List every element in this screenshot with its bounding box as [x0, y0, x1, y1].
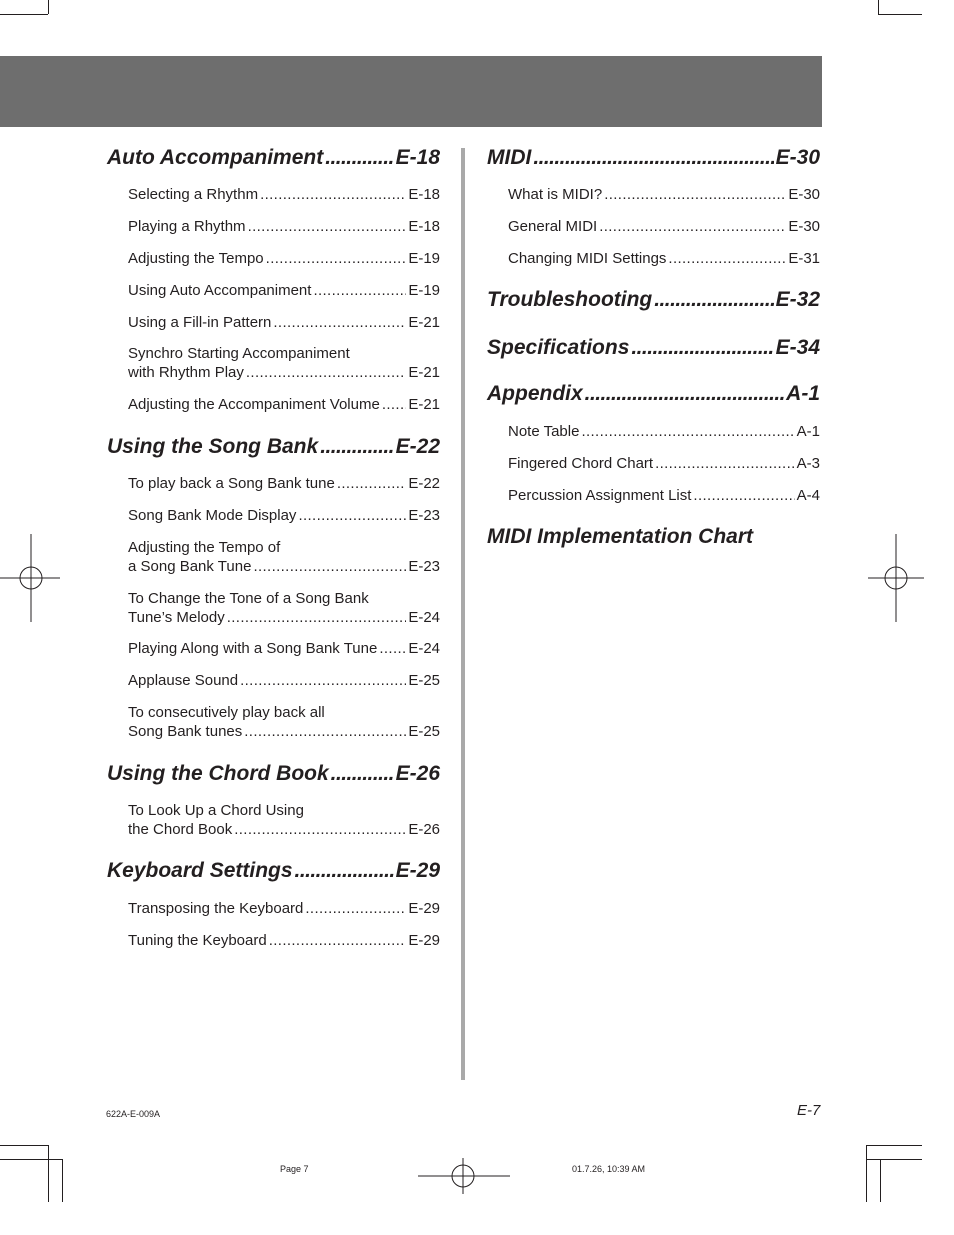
section-title: Specifications [487, 336, 630, 359]
toc-entry[interactable] [508, 422, 820, 441]
entry-page-number: E-24 [408, 640, 440, 657]
toc-section-heading[interactable] [107, 858, 440, 884]
entry-page-number: E-22 [408, 475, 440, 492]
entry-title: Using a Fill-in Pattern [128, 314, 272, 331]
toc-entry[interactable] [128, 313, 440, 332]
toc-section-heading[interactable] [487, 524, 753, 550]
dot-leader [273, 313, 406, 332]
entry-title-last-line [128, 557, 440, 576]
entry-title: Transposing the Keyboard [128, 900, 304, 917]
dot-leader [533, 145, 773, 171]
entry-page-number: E-29 [408, 900, 440, 917]
entry-title: Adjusting the Accompaniment Volume [128, 396, 380, 413]
toc-section-heading[interactable] [107, 761, 440, 787]
entry-title: Fingered Chord Chart [508, 455, 654, 472]
entry-title: Adjusting the Tempo [128, 250, 264, 267]
crop-mark [0, 1145, 48, 1146]
print-timestamp: 01.7.26, 10:39 AM [572, 1164, 646, 1174]
dot-leader [655, 454, 795, 473]
dot-leader [240, 671, 406, 690]
entry-page-number: E-31 [788, 250, 820, 267]
crop-mark [880, 1159, 881, 1202]
entry-title: Using Auto Accompaniment [128, 282, 312, 299]
section-page-number: A-1 [786, 382, 820, 405]
crop-mark [866, 1145, 922, 1146]
section-title: Troubleshooting [487, 288, 653, 311]
entry-title-block [128, 801, 440, 839]
registration-mark-icon [868, 534, 928, 622]
doc-code: 622A-E-009A [106, 1109, 161, 1119]
entry-page-number: E-18 [408, 186, 440, 203]
entry-page-number: E-21 [408, 364, 440, 381]
entry-title-line: with Rhythm Play [128, 364, 244, 381]
entry-title: Percussion Assignment List [508, 487, 692, 504]
toc-entry[interactable] [508, 185, 820, 204]
entry-title: Selecting a Rhythm [128, 186, 259, 203]
dot-leader [313, 281, 406, 300]
toc-section-heading[interactable] [107, 434, 440, 460]
entry-title: Note Table [508, 423, 580, 440]
crop-mark [48, 0, 49, 14]
entry-page-number: E-19 [408, 282, 440, 299]
toc-entry[interactable] [128, 931, 440, 950]
entry-page-number: E-21 [408, 314, 440, 331]
entry-page-number: E-24 [408, 609, 440, 626]
entry-title-last-line [128, 363, 440, 382]
dot-leader [305, 899, 406, 918]
entry-title: Playing a Rhythm [128, 218, 246, 235]
section-title: Using the Song Bank [107, 435, 319, 458]
dot-leader [325, 145, 393, 171]
entry-title-block [128, 703, 440, 741]
dot-leader [266, 249, 407, 268]
dot-leader [599, 217, 786, 236]
dot-leader [320, 434, 393, 460]
section-page-number: E-34 [775, 336, 820, 359]
entry-page-number: E-23 [408, 507, 440, 524]
entry-page-number: E-18 [408, 218, 440, 235]
entry-page-number: E-21 [408, 396, 440, 413]
toc-entry[interactable] [128, 589, 440, 627]
toc-entry[interactable] [128, 281, 440, 300]
crop-mark [866, 1145, 867, 1202]
entry-title-line: a Song Bank Tune [128, 558, 252, 575]
crop-mark [48, 1145, 49, 1202]
entry-title: Tuning the Keyboard [128, 932, 267, 949]
entry-page-number: E-23 [408, 558, 440, 575]
toc-entry[interactable] [128, 249, 440, 268]
entry-title-last-line [128, 608, 440, 627]
entry-title-block [128, 538, 440, 576]
entry-title-block [128, 589, 440, 627]
toc-entry[interactable] [508, 454, 820, 473]
entry-page-number: A-3 [796, 455, 820, 472]
toc-entry[interactable] [128, 801, 440, 839]
section-page-number: E-32 [775, 288, 820, 311]
section-page-number: E-26 [395, 762, 440, 785]
section-title: Auto Accompaniment [107, 146, 324, 169]
entry-page-number: A-4 [796, 487, 820, 504]
crop-mark [878, 14, 922, 15]
dot-leader [585, 381, 784, 407]
entry-page-number: E-30 [788, 218, 820, 235]
dot-leader [246, 363, 406, 382]
toc-section-heading[interactable] [487, 287, 820, 313]
crop-mark [62, 1159, 63, 1202]
toc-entry[interactable] [128, 474, 440, 493]
dot-leader [295, 858, 394, 884]
entry-title: What is MIDI? [508, 186, 603, 203]
entry-page-number: E-30 [788, 186, 820, 203]
crop-mark [866, 1159, 922, 1160]
section-title: MIDI Implementation Chart [487, 525, 754, 548]
dot-leader [382, 395, 406, 414]
entry-title-last-line [128, 722, 440, 741]
print-page-label: Page 7 [280, 1164, 309, 1174]
toc-entry[interactable] [128, 538, 440, 576]
entry-title: Applause Sound [128, 672, 239, 689]
entry-title-line: Adjusting the Tempo of [128, 539, 281, 556]
dot-leader [631, 335, 773, 361]
toc-entry[interactable] [128, 639, 440, 658]
entry-page-number: E-25 [408, 723, 440, 740]
toc-entry[interactable] [128, 671, 440, 690]
header-band [0, 56, 822, 127]
dot-leader [269, 931, 407, 950]
entry-title: Playing Along with a Song Bank Tune [128, 640, 378, 657]
page-number: E-7 [797, 1102, 821, 1119]
dot-leader [298, 506, 406, 525]
entry-page-number: E-26 [408, 821, 440, 838]
toc-entry[interactable] [128, 703, 440, 741]
toc-section-heading[interactable] [107, 145, 440, 171]
entry-page-number: A-1 [796, 423, 820, 440]
entry-title-line: the Chord Book [128, 821, 233, 838]
dot-leader [248, 217, 407, 236]
dot-leader [227, 608, 407, 627]
toc-entry[interactable] [128, 185, 440, 204]
entry-page-number: E-19 [408, 250, 440, 267]
dot-leader [379, 639, 406, 658]
registration-mark-icon [0, 534, 60, 622]
registration-mark-icon [418, 1158, 510, 1194]
toc-entry[interactable] [128, 344, 440, 382]
toc-entry[interactable] [508, 486, 820, 505]
dot-leader [234, 820, 406, 839]
section-page-number: E-22 [395, 435, 440, 458]
toc-entry[interactable] [128, 899, 440, 918]
entry-title: Changing MIDI Settings [508, 250, 667, 267]
entry-title: To play back a Song Bank tune [128, 475, 335, 492]
crop-mark [0, 14, 48, 15]
dot-leader [604, 185, 786, 204]
entry-title-block [128, 344, 440, 382]
section-title: MIDI [487, 146, 532, 169]
entry-title-line: To consecutively play back all [128, 704, 325, 721]
entry-title: Song Bank Mode Display [128, 507, 297, 524]
dot-leader [253, 557, 406, 576]
entry-title-line: Song Bank tunes [128, 723, 243, 740]
dot-leader [668, 249, 786, 268]
dot-leader [693, 486, 794, 505]
section-page-number: E-18 [395, 146, 440, 169]
dot-leader [581, 422, 794, 441]
entry-title: General MIDI [508, 218, 598, 235]
toc-entry[interactable] [508, 249, 820, 268]
entry-title-line: To Look Up a Chord Using [128, 802, 304, 819]
entry-page-number: E-29 [408, 932, 440, 949]
crop-mark [878, 0, 879, 14]
toc-entry[interactable] [128, 506, 440, 525]
dot-leader [244, 722, 406, 741]
dot-leader [331, 761, 394, 787]
entry-title-last-line [128, 820, 440, 839]
toc-section-heading[interactable] [487, 381, 820, 407]
toc-section-heading[interactable] [487, 335, 820, 361]
section-page-number: E-30 [775, 146, 820, 169]
entry-page-number: E-25 [408, 672, 440, 689]
toc-entry[interactable] [128, 395, 440, 414]
entry-title-line: To Change the Tone of a Song Bank [128, 590, 369, 607]
entry-title-line: Synchro Starting Accompaniment [128, 345, 350, 362]
section-title: Keyboard Settings [107, 859, 293, 882]
column-divider [461, 148, 465, 1080]
section-title: Appendix [487, 382, 583, 405]
dot-leader [260, 185, 406, 204]
section-title: Using the Chord Book [107, 762, 329, 785]
section-page-number: E-29 [395, 859, 440, 882]
toc-entry[interactable] [508, 217, 820, 236]
crop-mark [0, 1159, 62, 1160]
dot-leader [654, 287, 773, 313]
toc-section-heading[interactable] [487, 145, 820, 171]
entry-title-line: Tune’s Melody [128, 609, 225, 626]
dot-leader [337, 474, 407, 493]
toc-entry[interactable] [128, 217, 440, 236]
